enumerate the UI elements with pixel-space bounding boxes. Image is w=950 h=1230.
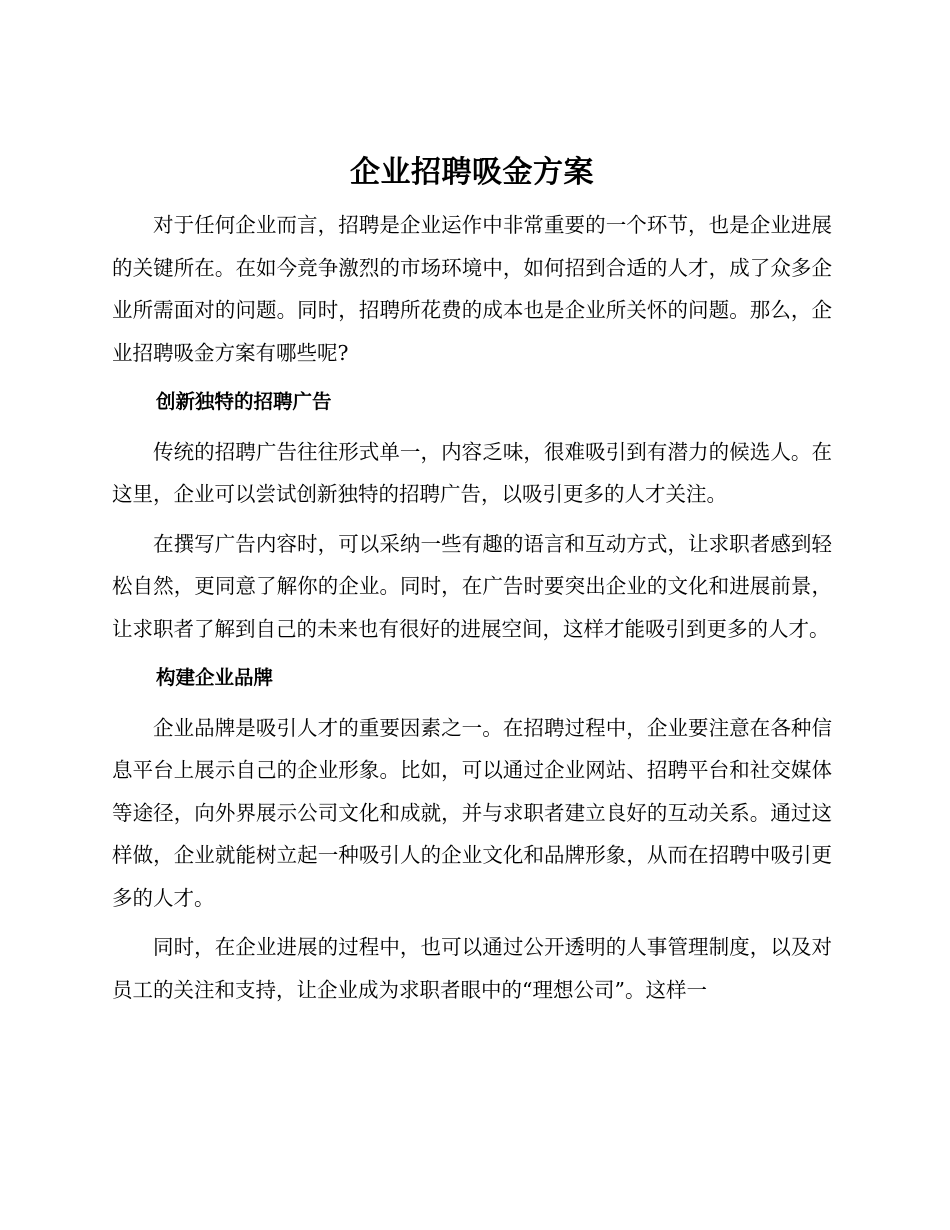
intro-paragraph: 对于任何企业而言，招聘是企业运作中非常重要的一个环节，也是企业进展的关键所在。在如今竞争激烈的市场环境中，如何招到合适的人才，成了众多企业所需面对的问题。同时，招聘所花费的成本也是企业所关怀的问题。那么，企业招聘吸金方案有哪些呢? xyxy=(112,213,832,365)
paragraph-creative-ads: 传统的招聘广告往往形式单一，内容乏味，很难吸引到有潜力的候选人。在这里，企业可以尝试创新独特的招聘广告，以吸引更多的人才关注。 xyxy=(112,439,832,506)
document-title: 企业招聘吸金方案 xyxy=(350,155,594,190)
paragraph-ad-writing: 在撰写广告内容时，可以采纳一些有趣的语言和互动方式，让求职者感到轻松自然，更同意了解你的企业。同时，在广告时要突出企业的文化和进展前景，让求职者了解到自己的未来也有很好的进展空间，这样才能吸引到更多的人才。 xyxy=(112,531,832,641)
paragraph-brand: 企业品牌是吸引人才的重要因素之一。在招聘过程中，企业要注意在各种信息平台上展示自己的企业形象。比如，可以通过企业网站、招聘平台和社交媒体等途径，向外界展示公司文化和成就，并与求职者建立良好的互动关系。通过这样做，企业就能树立起一种吸引人的企业文化和品牌形象，从而在招聘中吸引更多的人才。 xyxy=(112,715,832,910)
paragraph-ideal-company: 同时，在企业进展的过程中，也可以通过公开透明的人事管理制度，以及对员工的关注和支持，让企业成为求职者眼中的“理想公司”。这样一 xyxy=(112,935,832,1002)
section-heading-brand: 构建企业品牌 xyxy=(156,666,274,689)
document-body xyxy=(112,148,832,1018)
section-heading-creative-ads: 创新独特的招聘广告 xyxy=(156,390,332,413)
